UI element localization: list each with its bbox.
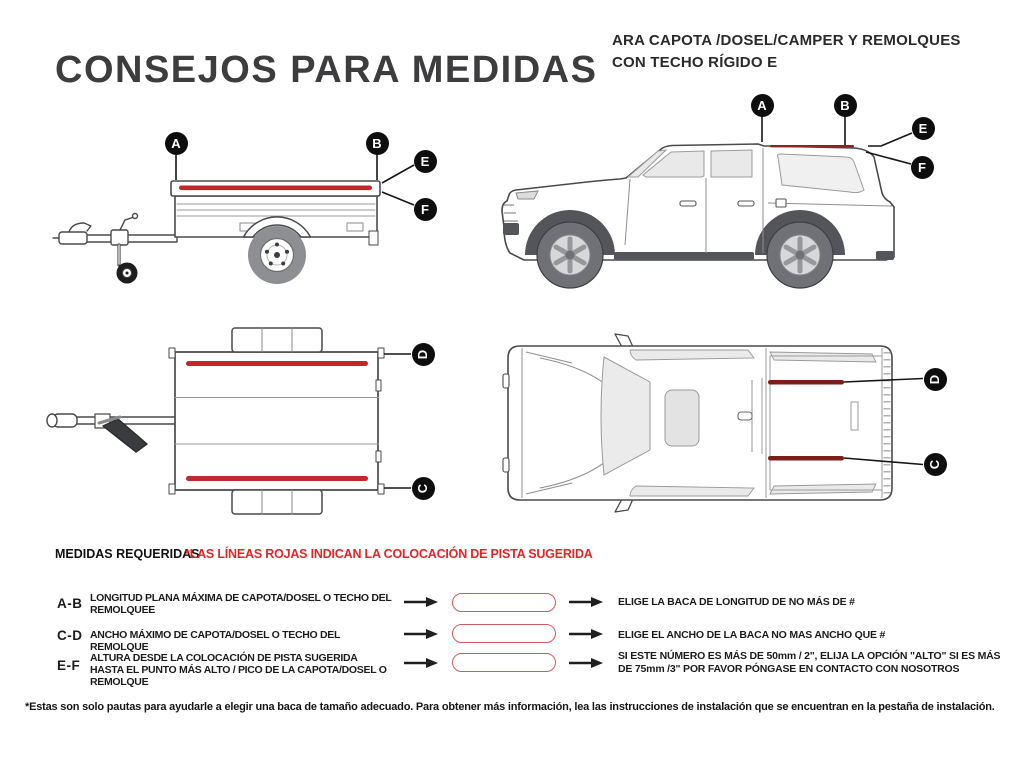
- page-subtitle: [612, 30, 961, 74]
- row-description: LONGITUD PLANA MÁXIMA DE CAPOTA/DOSEL O TECHO DEL REMOLQUEE: [90, 592, 392, 616]
- row-label: E-F: [57, 658, 81, 673]
- measurement-value-box: [452, 653, 556, 672]
- arrow-right-icon: [569, 629, 603, 639]
- trailer-top-view-drawing: [25, 320, 445, 520]
- marker-c-trailer-top: C: [412, 477, 435, 500]
- marker-c-truck-top: C: [924, 453, 947, 476]
- row-result: SI ESTE NÚMERO ES MÁS DE 50mm / 2", ELIJA LA OPCIÓN "ALTO" SI ES MÁS DE 75mm /3" POR FAVOR PÓNGASE EN CONTACTO CON NOSOTROS: [618, 650, 1001, 675]
- truck-side-view-drawing: [480, 95, 940, 295]
- row-result: ELIGE LA BACA DE LONGITUD DE NO MÁS DE #: [618, 596, 855, 608]
- marker-d-truck-top: D: [924, 368, 947, 391]
- arrow-right-icon: [404, 629, 438, 639]
- measurement-row-ef: [0, 649, 1024, 688]
- marker-a-trailer-side: A: [165, 132, 188, 155]
- row-description: ALTURA DESDE LA COLOCACIÓN DE PISTA SUGERIDA HASTA EL PUNTO MÁS ALTO / PICO DE LA CAPOTA/DOSEL O REMOLQUE: [90, 652, 387, 688]
- footer-disclaimer: *Estas son solo pautas para ayudarle a elegir una baca de tamaño adecuado. Para obtener más información, lea las instrucciones de instalación que se encuentran en la pestaña de instalación.: [25, 701, 995, 713]
- arrow-right-icon: [404, 658, 438, 668]
- marker-f-trailer-side: F: [414, 198, 437, 221]
- arrow-right-icon: [569, 658, 603, 668]
- subtitle-line2: CON TECHO RÍGIDO E: [612, 54, 778, 71]
- marker-b-truck-side: B: [834, 94, 857, 117]
- row-result: ELIGE EL ANCHO DE LA BACA NO MAS ANCHO QUE #: [618, 629, 886, 641]
- red-lines-note: *LAS LÍNEAS ROJAS INDICAN LA COLOCACIÓN DE PISTA SUGERIDA: [185, 547, 593, 561]
- row-label: A-B: [57, 596, 83, 611]
- subtitle-line1: ARA CAPOTA /DOSEL/CAMPER Y REMOLQUES: [612, 32, 961, 49]
- arrow-right-icon: [569, 597, 603, 607]
- trailer-side-view-drawing: [25, 95, 445, 295]
- marker-e-truck-side: E: [912, 117, 935, 140]
- row-description: ANCHO MÁXIMO DE CAPOTA/DOSEL O TECHO DEL REMOLQUE: [90, 629, 340, 653]
- marker-d-trailer-top: D: [412, 343, 435, 366]
- measurement-value-box: [452, 593, 556, 612]
- marker-b-trailer-side: B: [366, 132, 389, 155]
- measurements-heading: MEDIDAS REQUERIDAS: [55, 547, 200, 561]
- marker-f-truck-side: F: [911, 156, 934, 179]
- arrow-right-icon: [404, 597, 438, 607]
- marker-a-truck-side: A: [751, 94, 774, 117]
- page-title: CONSEJOS PARA MEDIDAS: [55, 49, 598, 92]
- measurement-value-box: [452, 624, 556, 643]
- row-label: C-D: [57, 628, 83, 643]
- marker-e-trailer-side: E: [414, 150, 437, 173]
- truck-top-view-drawing: [480, 330, 950, 520]
